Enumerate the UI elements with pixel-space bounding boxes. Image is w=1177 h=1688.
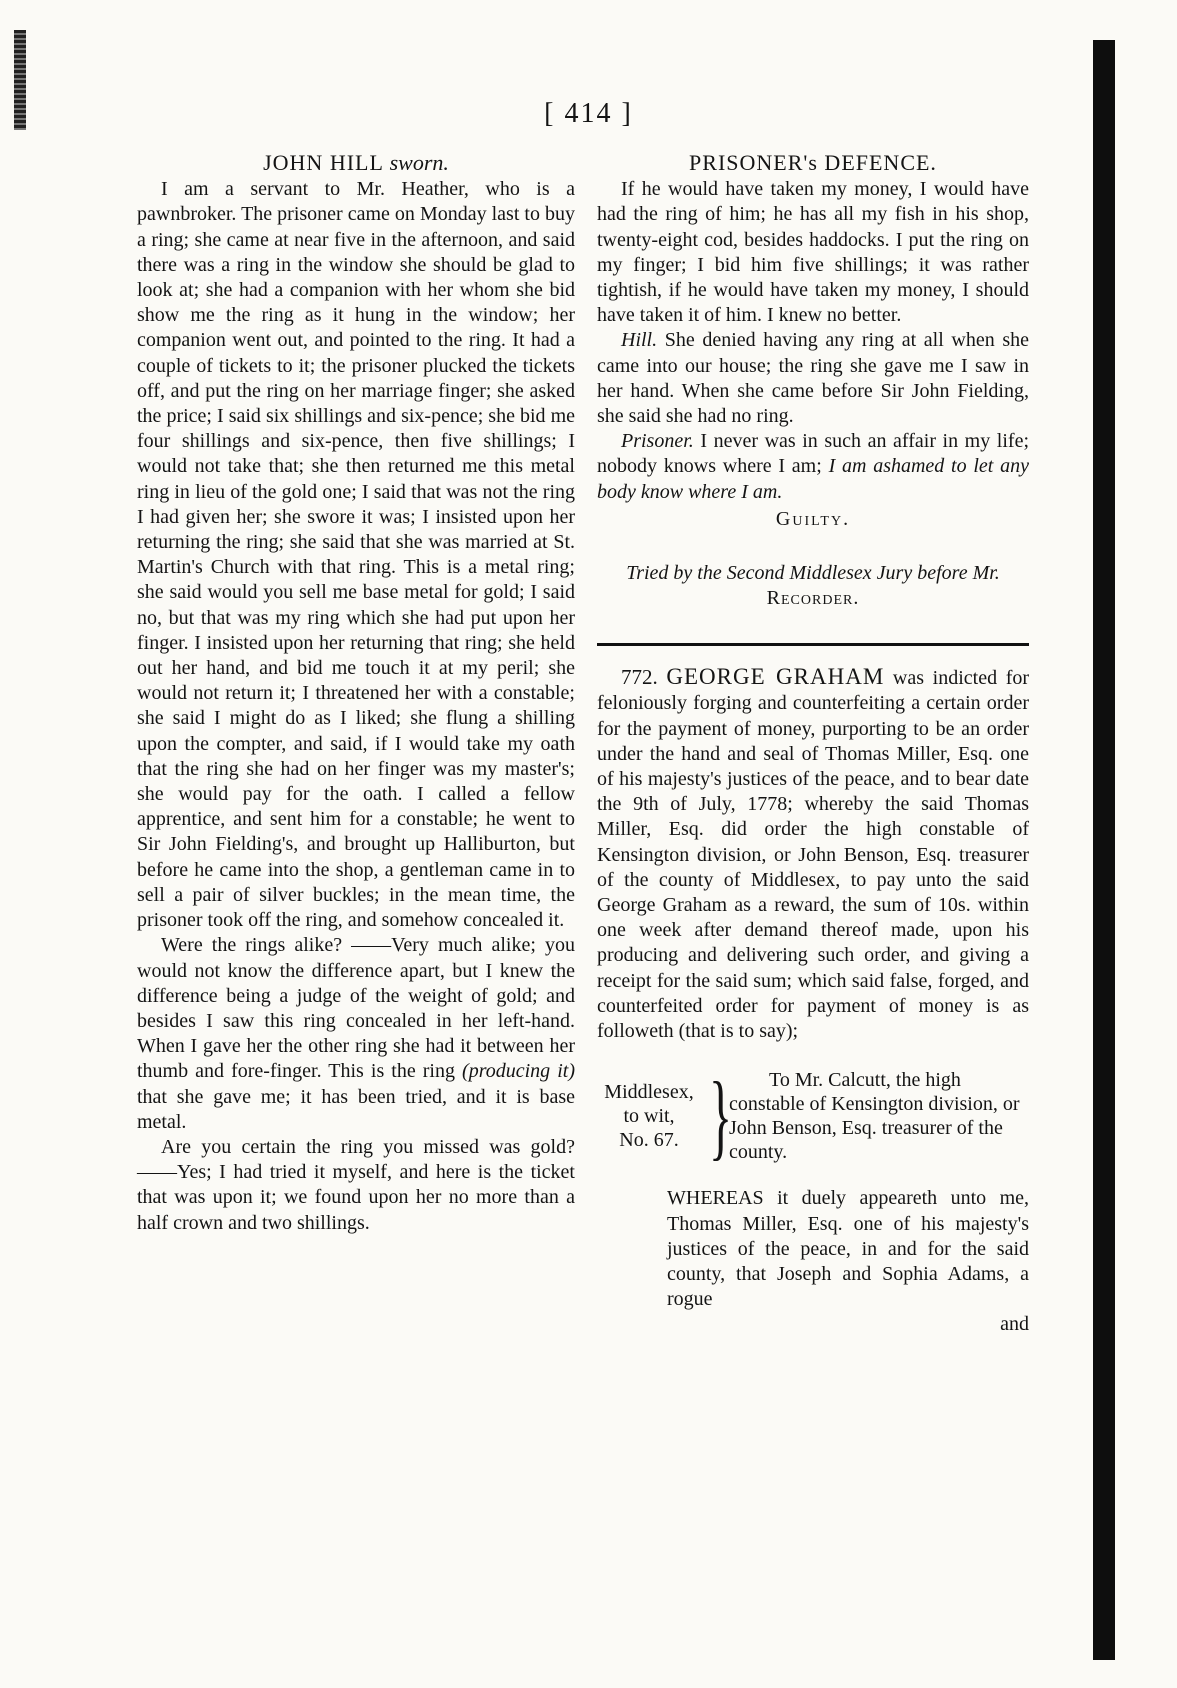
question-one-end: that she gave me; it has been tried, and it is base metal. [137, 1085, 575, 1133]
defence-heading: PRISONER's DEFENCE. [689, 150, 937, 175]
left-column [137, 150, 575, 1236]
case-name: GEORGE GRAHAM [666, 664, 885, 690]
order-place [597, 1080, 701, 1152]
hill-statement [597, 328, 1029, 429]
page-edge-shadow [1093, 40, 1115, 1660]
witness-testimony: I am a servant to Mr. Heather, who is a pawnbroker. The prisoner came on Monday last to buy a ring; she came at near five in the afternoon, and said there was a ring in the window she should be glad to look at; she had a companion with her whom she bid show me the ring as it hung in the window; her companion went out, and pointed to the ring. It had a couple of tickets to it; the prisoner plucked the tickets off, and put the ring on her marriage finger; she asked the price; I said six shillings and six-pence; she bid me four shillings and six-pence, then five shillings; I would not take that; she then returned me this metal ring in lieu of the gold one; I said that was not the ring I had given her; she swore it was; I insisted upon her returning the ring; she said that she was married at St. Martin's Church with that ring. This is a metal ring; she said would you sell me base metal for gold; I said no, but that was my ring which she had put upon her finger. I insisted upon her returning that ring; she held out her hand, and bid me touch it at my peril; she would not return it; I threatened her with a constable; she said I might do as I liked; she flung a shilling upon the compter, and said, if I would take my oath that the ring she had on her finger was my master's; she would pay for the oath. I called a fellow apprentice, and sent him for a constable; he went to Sir John Fielding's, and brought up Halliburton, but before he came into the shop, a gentleman came in to sell a pair of silver buckles; in the mean time, the prisoner took off the ring, and somehow concealed it. [137, 178, 575, 932]
section-divider [597, 643, 1029, 646]
recorder: Recorder. [766, 587, 860, 610]
order-addressee: To Mr. Calcutt, the high constable of Kensington division, or John Benson, Esq. treasurer of the county. [729, 1069, 1020, 1164]
prisoner-speaker: Prisoner. [621, 430, 694, 453]
jury-note: Tried by the Second Middlesex Jury before Mr. [626, 562, 1000, 585]
brace-glyph: } [709, 1062, 733, 1170]
hill-speaker: Hill. [621, 329, 658, 352]
whereas-paragraph: WHEREAS it duely appeareth unto me, Thomas Miller, Esq. one of his majesty's justices of the peace, in and for the said county, that Joseph and Sophia Adams, a rogue [667, 1187, 1029, 1311]
witness-sworn: sworn. [389, 150, 449, 175]
case-text: was indicted for feloniously forging and counterfeiting a certain order for the payment of money, purporting to be an order under the hand and seal of Thomas Miller, Esq. one of his majesty's justices of the peace, and to bear date the 9th of July, 1778; whereby the said Thomas Miller, Esq. did order the high constable of Kensington division, or John Benson, Esq. treasurer of the county of Middlesex, to pay unto the said George Graham as a reward, the sum of 10s. within one week after demand thereof made, upon his producing and delivering such order, and giving a receipt for the said sum; which said false, forged, and counterfeited order for payment of money is as followeth (that is to say); [597, 667, 1030, 1043]
order-place-line-1: Middlesex, [604, 1081, 694, 1104]
page-number: [ 414 ] [544, 98, 633, 129]
defence-text: If he would have taken my money, I would have had the ring of him; he has all my fish in his shop, twenty-eight cod, besides haddocks. I put the ring on my finger; I bid him five shillings; it was rather tightish, if he would have taken my money, I should have taken it of him. I knew no better. [597, 178, 1029, 327]
verdict: Guilty. [775, 507, 851, 530]
prisoner-text: I never was in such an affair in my life; nobody knows where I am; [597, 430, 1030, 478]
prisoner-statement [597, 429, 1029, 505]
right-column [597, 150, 1029, 1338]
case-number: 772. [621, 665, 658, 690]
order-heading [597, 1062, 1029, 1170]
order-place-line-3: No. 67. [619, 1129, 679, 1152]
case-paragraph [597, 664, 1029, 1044]
question-one-text: Were the rings alike? ——Very much alike; you would not know the difference apart, but I knew the difference being a judge of the weight of gold; and besides I saw this ring concealed in her left-hand. When I gave her the other ring she had it between her thumb and fore-finger. This is the ring [137, 934, 575, 1083]
question-one [137, 933, 575, 1135]
order-place-line-2: to wit, [623, 1105, 675, 1128]
witness-name: JOHN HILL [263, 150, 384, 175]
question-two: Are you certain the ring you missed was gold? ——Yes; I had tried it myself, and here is the ticket that was upon it; we found upon her no more than a half crown and two shillings. [137, 1135, 575, 1234]
question-one-italic: (producing it) [462, 1060, 576, 1083]
hill-text: She denied having any ring at all when she came into our house; the ring she gave me I saw in her hand. When she came before Sir John Fielding, she said she had no ring. [597, 329, 1029, 428]
prisoner-italic: I am ashamed to let any body know where I am. [597, 455, 1030, 503]
witness-heading [137, 150, 575, 175]
catchword: and [1000, 1313, 1029, 1336]
